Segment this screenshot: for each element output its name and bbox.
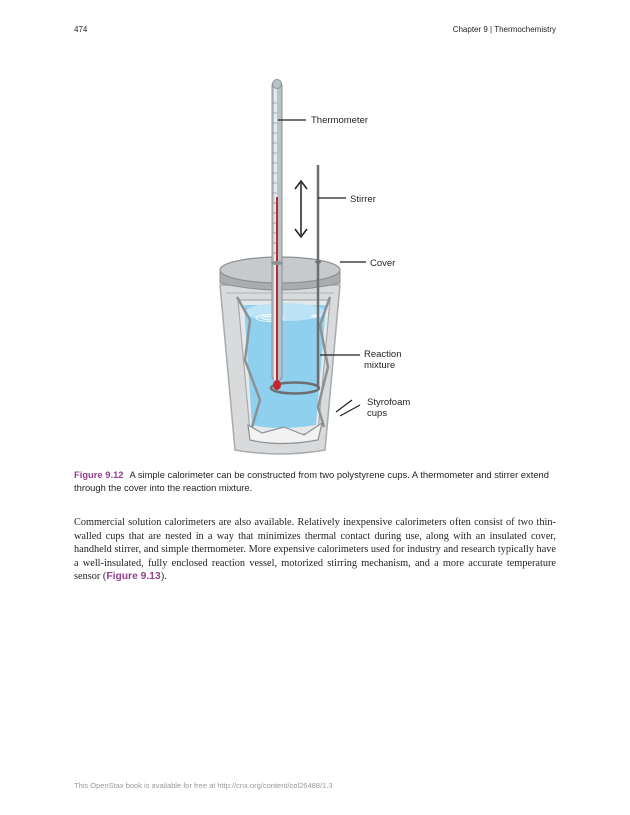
thermometer-label: Thermometer: [311, 115, 369, 126]
figure-caption: [74, 469, 556, 494]
cover-label: Cover: [370, 258, 396, 269]
calorimeter-illustration: [190, 75, 450, 460]
reaction-mixture-label-line2: mixture: [364, 360, 396, 371]
styrofoam-cups-label-line1: Styrofoam: [367, 397, 411, 408]
styrofoam-cups-label-line2: cups: [367, 408, 388, 419]
caption-text: A simple calorimeter can be constructed from two polystyrene cups. A thermometer and stirrer extend through the cover into the reaction mixture.: [74, 469, 549, 493]
stirrer-label: Stirrer: [350, 194, 376, 205]
liquid-surface: [245, 303, 325, 321]
close-paren: ).: [160, 571, 167, 583]
open-paren: (: [102, 571, 107, 583]
figure-9-13-link[interactable]: Figure 9.13: [106, 571, 161, 583]
body-paragraph: [74, 516, 556, 584]
running-head: Chapter 9 | Thermochemistry: [452, 25, 556, 34]
paragraph-text: Commercial solution calorimeters are also available. Relatively inexpensive calorimeters often consist of two thin-walled cups that are nested in a way that minimizes thermal contact during use, along with an insulated cover, handheld stirrer, and simple thermometer. More expensive calorimeters used for industry and research typically have a well-insulated, fully enclosed reaction vessel, motorized stirring mechanism, and a more accurate temperature sensor: [74, 517, 556, 583]
stir-direction-icon: [295, 181, 307, 237]
calorimeter-figure: [190, 75, 450, 460]
page-number: 474: [74, 25, 88, 34]
reaction-mixture-label-line1: Reaction: [364, 349, 402, 360]
footer-note: This OpenStax book is available for free at http://cnx.org/content/col26488/1.3: [74, 781, 333, 790]
figure-number: Figure 9.12: [74, 469, 124, 480]
